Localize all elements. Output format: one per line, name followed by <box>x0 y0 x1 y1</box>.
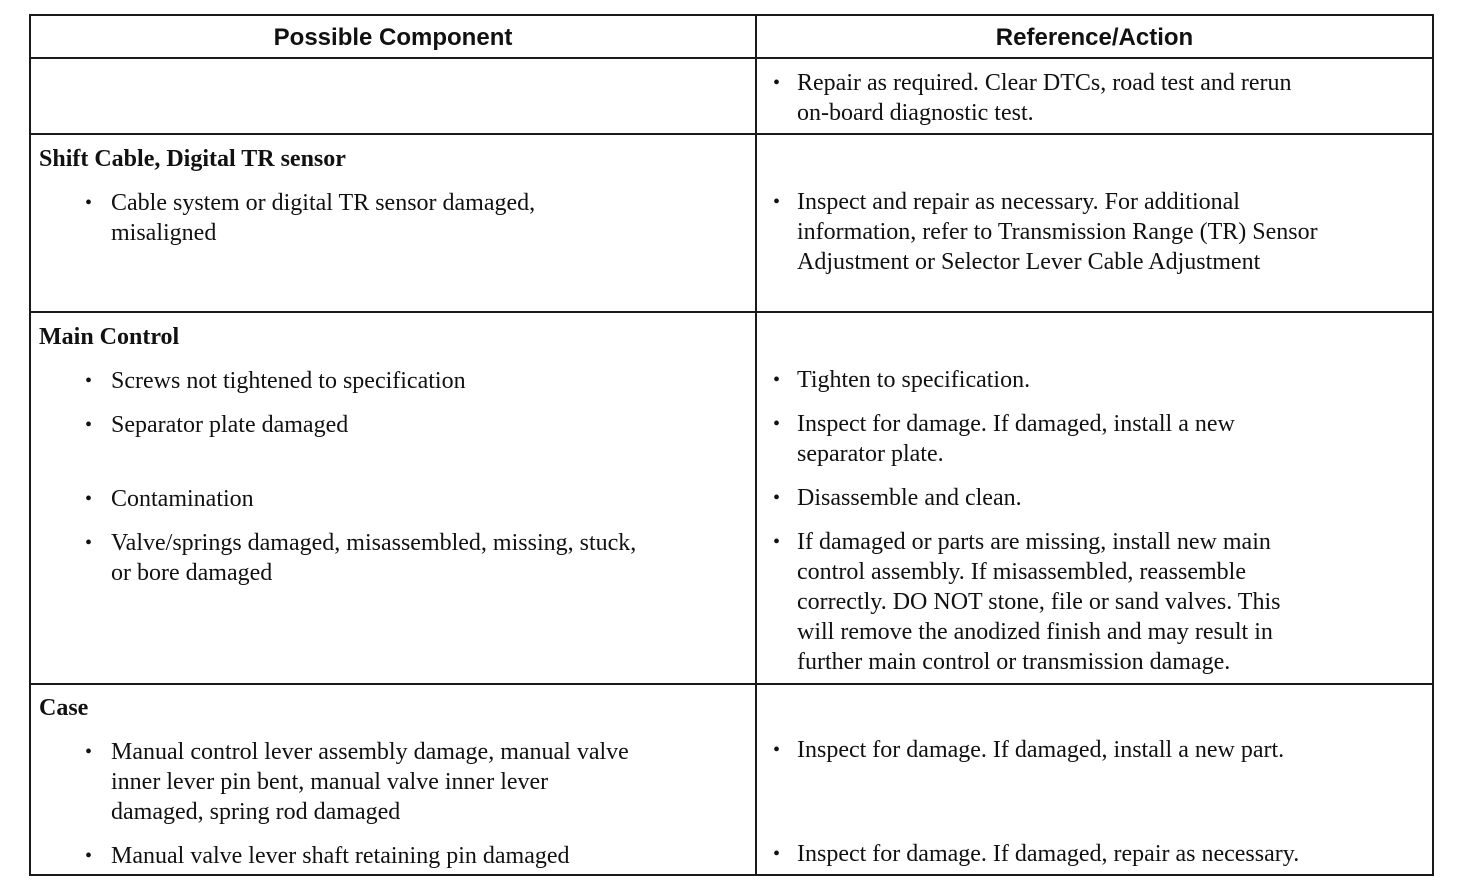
action-text: Inspect and repair as necessary. For additional information, refer to Transmission Range (TR) Sensor Adjustment or Selector Lever Cable Adjustment <box>797 189 1318 275</box>
header-possible-component: Possible Component <box>273 24 513 51</box>
row-divider <box>31 683 1432 685</box>
bullet-icon: • <box>773 487 781 509</box>
bullet-icon: • <box>773 843 781 865</box>
section-title-case: Case <box>39 695 89 721</box>
header-divider <box>31 57 1432 59</box>
action-text: Inspect for damage. If damaged, repair as necessary. <box>797 841 1300 867</box>
row-divider <box>31 311 1432 313</box>
bullet-icon: • <box>85 414 93 436</box>
section-title-shift-cable: Shift Cable, Digital TR sensor <box>39 146 346 172</box>
action-text: Disassemble and clean. <box>797 485 1022 511</box>
component-text: Separator plate damaged <box>111 412 349 438</box>
component-text: Valve/springs damaged, misassembled, missing, stuck, or bore damaged <box>111 530 637 586</box>
bullet-icon: • <box>85 192 93 214</box>
section-title-main-control: Main Control <box>39 324 180 350</box>
bullet-icon: • <box>85 370 93 392</box>
bullet-icon: • <box>773 369 781 391</box>
bullet-icon: • <box>773 413 781 435</box>
component-text: Screws not tightened to specification <box>111 368 466 394</box>
row-divider <box>31 133 1432 135</box>
component-text: Manual control lever assembly damage, manual valve inner lever pin bent, manual valve inner lever damaged, spring rod damaged <box>111 739 629 825</box>
component-text: Contamination <box>111 486 254 512</box>
column-divider <box>755 16 757 874</box>
bullet-icon: • <box>773 739 781 761</box>
bullet-icon: • <box>773 72 781 94</box>
bullet-icon: • <box>85 845 93 867</box>
action-text: If damaged or parts are missing, install new main control assembly. If misassembled, reassemble correctly. DO NOT stone, file or sand valves. This will remove the anodized finish and may result in further main control or transmission damage. <box>797 529 1281 675</box>
action-text: Inspect for damage. If damaged, install a new separator plate. <box>797 411 1235 467</box>
component-text: Cable system or digital TR sensor damaged, misaligned <box>111 190 536 246</box>
component-text: Manual valve lever shaft retaining pin damaged <box>111 843 570 869</box>
bullet-icon: • <box>773 531 781 553</box>
bullet-icon: • <box>85 532 93 554</box>
diagnostic-table <box>29 14 1434 876</box>
action-text: Repair as required. Clear DTCs, road test and rerun on-board diagnostic test. <box>797 70 1292 126</box>
action-text: Inspect for damage. If damaged, install a new part. <box>797 737 1285 763</box>
bullet-icon: • <box>85 488 93 510</box>
header-reference-action: Reference/Action <box>995 24 1194 51</box>
action-text: Tighten to specification. <box>797 367 1031 393</box>
bullet-icon: • <box>85 741 93 763</box>
bullet-icon: • <box>773 191 781 213</box>
